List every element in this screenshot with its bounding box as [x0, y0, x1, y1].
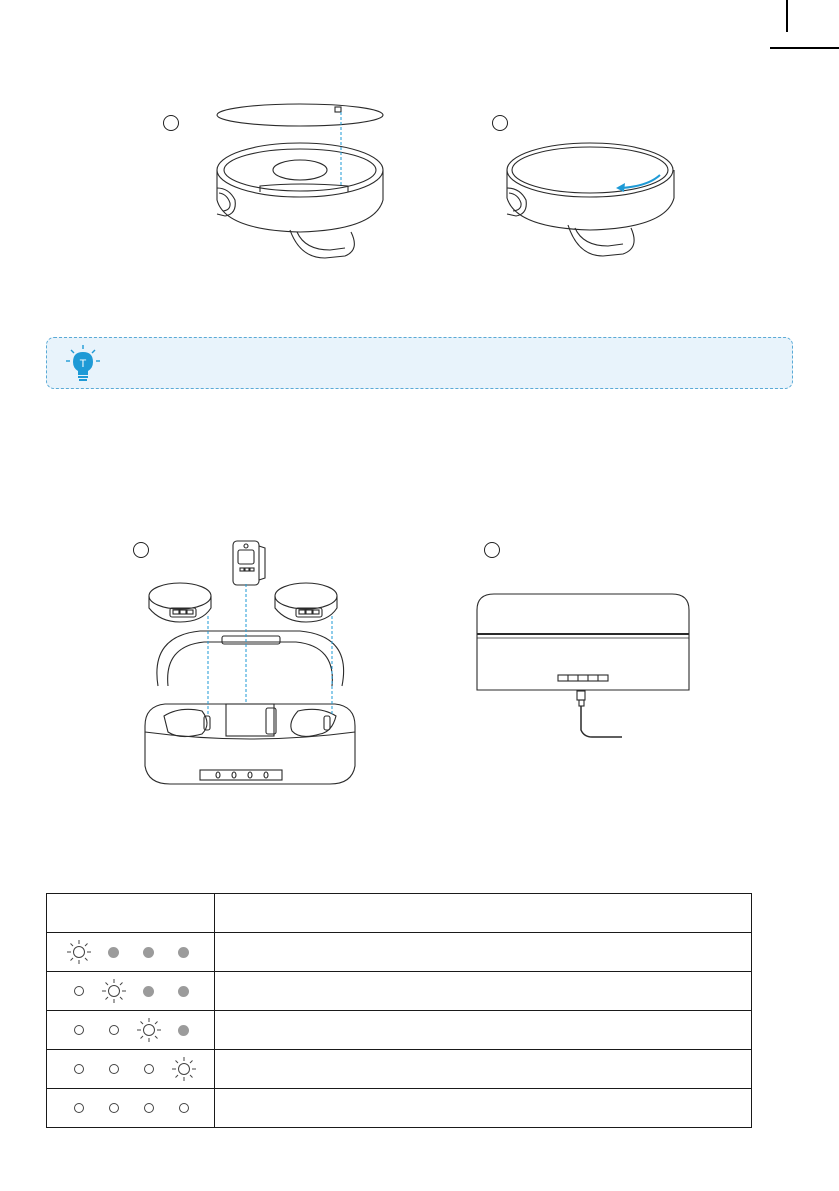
led-indicator-group: [47, 1015, 214, 1045]
table-row: [47, 1011, 752, 1050]
led-off-icon: [109, 1025, 119, 1035]
led-blink-icon: [65, 938, 93, 966]
table-cell-description: [215, 972, 752, 1011]
charging-case-cable-illustration: [472, 590, 694, 742]
led-off-icon: [74, 1064, 84, 1074]
led-blink-icon: [135, 1016, 163, 1044]
led-on-icon: [178, 947, 189, 958]
tip-box: [46, 337, 793, 389]
led-status-table: [46, 893, 752, 1128]
lightbulb-icon: [65, 344, 101, 382]
led-on-icon: [178, 986, 189, 997]
led-indicator-group: [47, 1093, 214, 1123]
mount-cap-illustration: [205, 100, 395, 262]
led-off-icon: [74, 986, 84, 996]
table-cell-description: [215, 1011, 752, 1050]
table-row: [47, 1050, 752, 1089]
charging-case-open-illustration: [140, 536, 365, 788]
svg-text:T: T: [79, 358, 87, 370]
crop-mark-h: [770, 47, 839, 49]
led-off-icon: [109, 1103, 119, 1113]
led-off-icon: [74, 1025, 84, 1035]
led-on-icon: [143, 986, 154, 997]
led-on-icon: [108, 947, 119, 958]
table-cell-description: [215, 1050, 752, 1089]
led-indicator-group: [47, 1054, 214, 1084]
led-off-icon: [144, 1064, 154, 1074]
table-header-cell: [47, 894, 215, 933]
table-row: [47, 972, 752, 1011]
table-header-row: [47, 894, 752, 933]
led-off-icon: [74, 1103, 84, 1113]
led-off-icon: [109, 1064, 119, 1074]
crop-mark-v: [786, 0, 788, 32]
led-off-icon: [144, 1103, 154, 1113]
led-on-icon: [178, 1025, 189, 1036]
led-blink-icon: [100, 977, 128, 1005]
step-marker-2: [492, 115, 508, 131]
step-marker-4: [484, 542, 500, 558]
table-header-cell: [215, 894, 752, 933]
led-indicator-group: [47, 937, 214, 967]
led-blink-icon: [170, 1055, 198, 1083]
table-cell-description: [215, 1089, 752, 1128]
table-row: [47, 1089, 752, 1128]
table-row: [47, 933, 752, 972]
table-cell-description: [215, 933, 752, 972]
mount-rotate-illustration: [498, 140, 683, 260]
led-off-icon: [179, 1103, 189, 1113]
led-on-icon: [143, 947, 154, 958]
step-marker-1: [163, 115, 179, 131]
led-indicator-group: [47, 976, 214, 1006]
